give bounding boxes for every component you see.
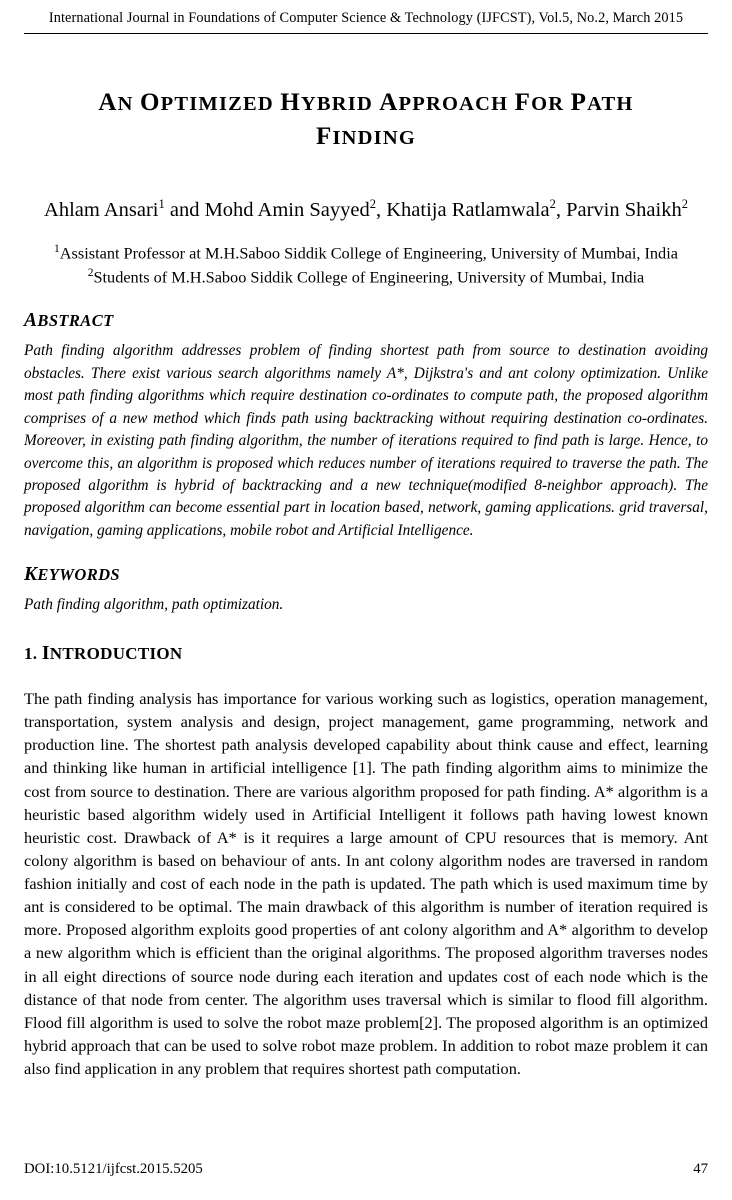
affiliations [24, 241, 708, 288]
introduction-body: The path finding analysis has importance for various working such as logistics, operation management, transportation, system analysis and design, project management, game programming, network and production line. The shortest path analysis developed capability about think cause and effect, learning and thinking like human in artificial intelligence [1]. The path finding algorithm aims to minimize the cost from source to destination. There are various algorithm proposed for path finding. A* algorithm is a heuristic based algorithm widely used in Artificial Intelligent it follows path having lowest known heuristic cost. Drawback of A* is it requires a large amount of CPU resources that is memory. Ant colony algorithm is based on behaviour of ants. In ant colony algorithm nodes are traversed in random fashion initially and cost of each node in the path is updated. The path which is used maximum time by ant is considered to be optimal. The main drawback of this algorithm is number of iteration required is more. Proposed algorithm exploits good properties of ant colony algorithm and A* algorithm to develop a new algorithm which is efficient than the original algorithms. The proposed algorithm traverses nodes in all eight directions of source node during each iteration and updates cost of each node which is the distance of that node from center. The algorithm uses traversal which is similar to flood fill algorithm. Flood fill algorithm is used to solve the robot maze problem[2]. The proposed algorithm is an optimized hybrid approach that can be used to solve robot maze problem. In addition to robot maze problem it can also find application in any problem that requires shortest path computation. [24, 688, 708, 1079]
author-conjunction: and Mohd Amin Sayyed [164, 198, 370, 221]
author-3: , Khatija Ratlamwala [375, 198, 550, 221]
journal-header: International Journal in Foundations of Computer Science & Technology (IJFCST), Vol.5, No.2, March 2015 [48, 10, 684, 26]
author-1-affil-marker: 1 [158, 196, 165, 211]
abstract-body: Path finding algorithm addresses problem of finding shortest path from source to destination avoiding obstacles. There exist various search algorithms namely A*, Dijkstra's and ant colony optimization. Unlike most path finding algorithms which require destination co-ordinates to compute path, the proposed algorithm comprises of a new method which finds path using backtracking without requiring destination co-ordinates. Moreover, in existing path finding algorithm, the number of iterations required to find path is large. Hence, to overcome this, an algorithm is proposed which reduces number of iterations required to traverse the path. The proposed algorithm is hybrid of backtracking and a new technique(modified 8-neighbor approach). The proposed algorithm can become essential part in location based, network, gaming applications. grid traversal, navigation, gaming applications, mobile robot and Artificial Intelligence. [24, 342, 708, 539]
page-number: 47 [693, 1161, 708, 1177]
affiliation-1-marker: 1 [54, 242, 60, 255]
title-line2: FINDING [316, 122, 416, 150]
doi-text: DOI:10.5121/ijfcst.2015.5205 [24, 1161, 203, 1177]
keywords-body: Path finding algorithm, path optimization. [24, 596, 284, 614]
page-footer [24, 1161, 708, 1178]
affiliation-1 [24, 241, 708, 265]
page-title [64, 86, 668, 154]
affiliation-2-marker: 2 [87, 266, 94, 279]
title-line1: AN OPTIMIZED HYBRID APPROACH FOR PATH [98, 89, 634, 116]
affiliation-1-text: Assistant Professor at M.H.Saboo Siddik College of Engineering, University of Mumbai, India [59, 243, 678, 263]
author-4-affil-marker: 2 [681, 196, 688, 211]
author-list [24, 196, 708, 223]
affiliation-2 [24, 265, 708, 289]
keywords-heading: KEYWORDS [24, 564, 120, 586]
author-4: , Parvin Shaikh [555, 198, 682, 221]
author-3-affil-marker: 2 [549, 196, 556, 211]
abstract-heading: ABSTRACT [24, 310, 114, 332]
header-divider [24, 33, 708, 34]
affiliation-2-text: Students of M.H.Saboo Siddik College of Engineering, University of Mumbai, India [93, 266, 645, 286]
author-2-affil-marker: 2 [369, 196, 376, 211]
author-1: Ahlam Ansari [44, 198, 159, 221]
introduction-heading: 1. INTRODUCTION [24, 642, 183, 664]
